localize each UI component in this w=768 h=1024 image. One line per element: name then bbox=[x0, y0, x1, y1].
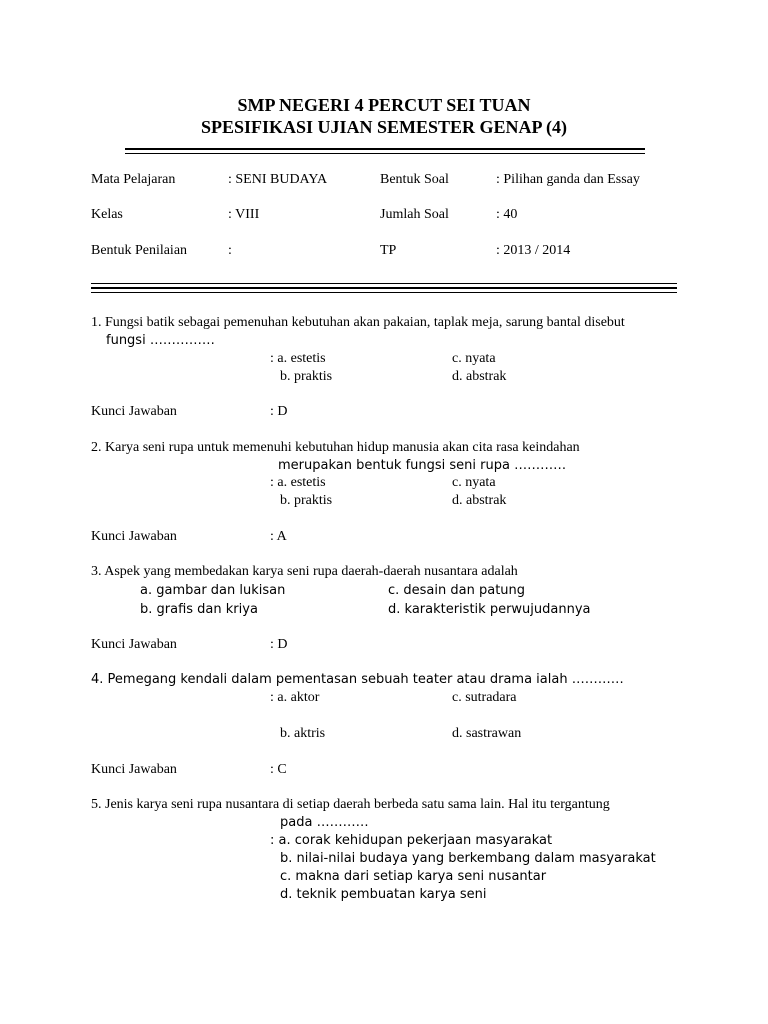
question-3-option-c: c. desain dan patung bbox=[388, 583, 526, 598]
question-4-option-a: : a. aktor bbox=[270, 690, 320, 705]
question-5-option-b: b. nilai-nilai budaya yang berkembang dalam masyarakat bbox=[280, 851, 656, 866]
question-5-option-d: d. teknik pembuatan karya seni bbox=[280, 887, 487, 902]
question-1-key: : D bbox=[270, 404, 288, 419]
question-4-stem: 4. Pemegang kendali dalam pementasan sebuah teater atau drama ialah ………… bbox=[91, 672, 624, 687]
document-title: SPESIFIKASI UJIAN SEMESTER GENAP (4) bbox=[200, 117, 568, 137]
question-3-option-a: a. gambar dan lukisan bbox=[140, 583, 286, 598]
info-rule-3 bbox=[91, 292, 677, 293]
kelas-label: Kelas bbox=[91, 207, 123, 222]
question-5-option-a: : a. corak kehidupan pekerjaan masyarakat bbox=[270, 833, 553, 848]
question-3-option-d: d. karakteristik perwujudannya bbox=[388, 602, 591, 617]
question-3-option-b: b. grafis dan kriya bbox=[140, 602, 258, 617]
mapel-value: : SENI BUDAYA bbox=[228, 172, 328, 187]
question-2-option-d: d. abstrak bbox=[452, 493, 507, 508]
question-2-stem-cont: merupakan bentuk fungsi seni rupa ………… bbox=[278, 458, 567, 473]
question-1-stem: 1. Fungsi batik sebagai pemenuhan kebutuhan akan pakaian, taplak meja, sarung bantal disebut bbox=[91, 315, 625, 330]
penilaian-value: : bbox=[228, 243, 232, 258]
question-1-option-b: b. praktis bbox=[280, 369, 333, 384]
jumlah-soal-label: Jumlah Soal bbox=[380, 207, 449, 222]
question-4-key: : C bbox=[270, 762, 287, 777]
info-rule-2 bbox=[91, 287, 677, 289]
penilaian-label: Bentuk Penilaian bbox=[91, 243, 188, 258]
kelas-value: : VIII bbox=[228, 207, 260, 222]
bentuk-soal-value: : Pilihan ganda dan Essay bbox=[496, 172, 640, 187]
question-3-stem: 3. Aspek yang membedakan karya seni rupa daerah-daerah nusantara adalah bbox=[91, 564, 518, 579]
question-5-stem: 5. Jenis karya seni rupa nusantara di setiap daerah berbeda satu sama lain. Hal itu tergantung bbox=[91, 797, 610, 812]
question-1-option-c: c. nyata bbox=[452, 351, 496, 366]
question-2-option-b: b. praktis bbox=[280, 493, 333, 508]
school-name: SMP NEGERI 4 PERCUT SEI TUAN bbox=[237, 95, 531, 115]
question-4-option-d: d. sastrawan bbox=[452, 726, 522, 741]
jumlah-soal-value: : 40 bbox=[496, 207, 518, 222]
question-3-key-label: Kunci Jawaban bbox=[91, 637, 177, 652]
question-4-option-c: c. sutradara bbox=[452, 690, 517, 705]
header-rule-thick bbox=[125, 148, 645, 150]
info-rule-1 bbox=[91, 283, 677, 284]
question-5-stem-cont: pada ………… bbox=[280, 815, 369, 830]
question-1-option-a: : a. estetis bbox=[270, 351, 326, 366]
tp-value: : 2013 / 2014 bbox=[496, 243, 571, 258]
question-2-key: : A bbox=[270, 529, 287, 544]
header-rule-thin bbox=[125, 153, 645, 154]
question-2-stem: 2. Karya seni rupa untuk memenuhi kebutuhan hidup manusia akan cita rasa keindahan bbox=[91, 440, 580, 455]
question-1-option-d: d. abstrak bbox=[452, 369, 507, 384]
question-5-option-c: c. makna dari setiap karya seni nusantar bbox=[280, 869, 547, 884]
bentuk-soal-label: Bentuk Soal bbox=[380, 172, 449, 187]
tp-label: TP bbox=[380, 243, 397, 258]
question-4-key-label: Kunci Jawaban bbox=[91, 762, 177, 777]
question-2-key-label: Kunci Jawaban bbox=[91, 529, 177, 544]
question-4-option-b: b. aktris bbox=[280, 726, 326, 741]
question-1-key-label: Kunci Jawaban bbox=[91, 404, 177, 419]
mapel-label: Mata Pelajaran bbox=[91, 172, 176, 187]
question-3-key: : D bbox=[270, 637, 288, 652]
question-2-option-a: : a. estetis bbox=[270, 475, 326, 490]
question-1-stem-cont: fungsi …………… bbox=[106, 333, 215, 348]
question-2-option-c: c. nyata bbox=[452, 475, 496, 490]
